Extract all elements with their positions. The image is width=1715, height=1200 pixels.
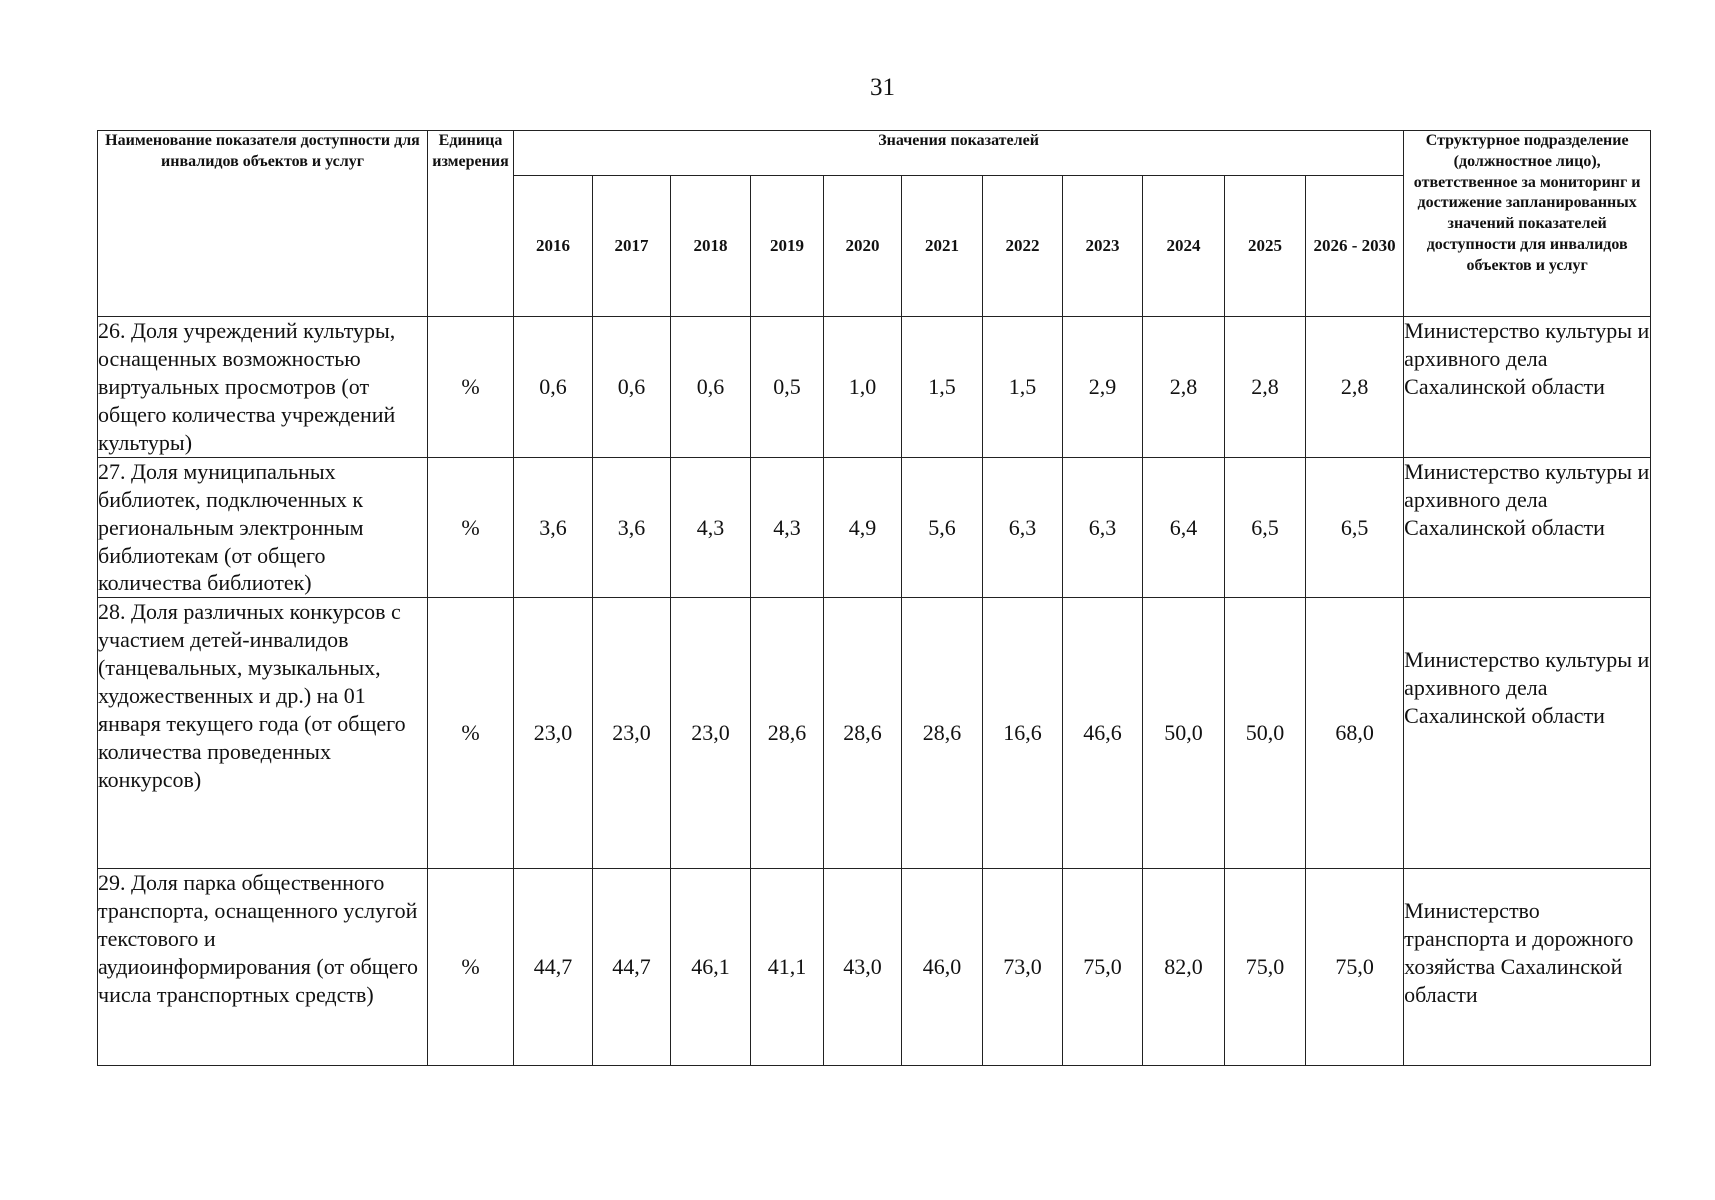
indicator-responsible: Министерство культуры и архивного дела Сахалинской области xyxy=(1404,598,1651,869)
indicator-value: 50,0 xyxy=(1143,598,1225,869)
indicator-value: 6,5 xyxy=(1225,457,1306,598)
header-year: 2016 xyxy=(514,176,593,317)
indicator-value: 41,1 xyxy=(751,869,824,1066)
indicator-value: 23,0 xyxy=(593,598,671,869)
indicator-value: 73,0 xyxy=(983,869,1063,1066)
indicator-value: 6,5 xyxy=(1306,457,1404,598)
indicator-value: 1,5 xyxy=(902,317,983,458)
indicator-value: 3,6 xyxy=(593,457,671,598)
indicator-value: 68,0 xyxy=(1306,598,1404,869)
header-indicator-name: Наименование показателя доступности для инвалидов объектов и услуг xyxy=(98,131,428,317)
header-year: 2022 xyxy=(983,176,1063,317)
header-year: 2024 xyxy=(1143,176,1225,317)
indicator-value: 6,4 xyxy=(1143,457,1225,598)
indicator-value: 4,3 xyxy=(751,457,824,598)
header-year: 2026 - 2030 xyxy=(1306,176,1404,317)
indicator-value: 6,3 xyxy=(983,457,1063,598)
indicator-responsible: Министерство культуры и архивного дела Сахалинской области xyxy=(1404,457,1651,598)
header-year: 2023 xyxy=(1063,176,1143,317)
table-row xyxy=(98,457,1651,598)
indicator-value: 82,0 xyxy=(1143,869,1225,1066)
indicator-value: 43,0 xyxy=(824,869,902,1066)
indicator-value: 2,8 xyxy=(1143,317,1225,458)
indicator-name: 29. Доля парка общественного транспорта, оснащенного услугой текстового и аудиоинформирования (от общего числа транспортных средств) xyxy=(98,869,428,1066)
table-row xyxy=(98,317,1651,458)
indicator-value: 4,9 xyxy=(824,457,902,598)
indicator-name: 28. Доля различных конкурсов с участием детей-инвалидов (танцевальных, музыкальных, художественных и др.) на 01 января текущего года (от общего количества проведенных конкурсов) xyxy=(98,598,428,869)
indicator-name: 26. Доля учреждений культуры, оснащенных возможностью виртуальных просмотров (от общего количества учреждений культуры) xyxy=(98,317,428,458)
indicator-value: 28,6 xyxy=(824,598,902,869)
header-year: 2019 xyxy=(751,176,824,317)
header-row xyxy=(98,131,1651,176)
header-year: 2018 xyxy=(671,176,751,317)
indicator-unit: % xyxy=(428,869,514,1066)
indicator-value: 44,7 xyxy=(514,869,593,1066)
indicator-value: 3,6 xyxy=(514,457,593,598)
indicator-value: 23,0 xyxy=(671,598,751,869)
indicator-unit: % xyxy=(428,317,514,458)
indicator-value: 50,0 xyxy=(1225,598,1306,869)
indicator-unit: % xyxy=(428,457,514,598)
indicators-table xyxy=(97,130,1651,1066)
indicator-value: 2,8 xyxy=(1306,317,1404,458)
header-values-group: Значения показателей xyxy=(514,131,1404,176)
indicator-value: 28,6 xyxy=(902,598,983,869)
indicator-value: 2,8 xyxy=(1225,317,1306,458)
header-responsible: Структурное подразделение (должностное лицо), ответственное за мониторинг и достижение запланированных значений показателей доступности для инвалидов объектов и услуг xyxy=(1404,131,1651,317)
indicator-value: 16,6 xyxy=(983,598,1063,869)
table-row xyxy=(98,869,1651,1066)
indicator-value: 5,6 xyxy=(902,457,983,598)
indicator-value: 2,9 xyxy=(1063,317,1143,458)
indicator-value: 75,0 xyxy=(1225,869,1306,1066)
indicator-value: 6,3 xyxy=(1063,457,1143,598)
table-row xyxy=(98,598,1651,869)
indicator-responsible: Министерство транспорта и дорожного хозяйства Сахалинской области xyxy=(1404,869,1651,1066)
indicator-value: 0,6 xyxy=(671,317,751,458)
header-year: 2025 xyxy=(1225,176,1306,317)
indicator-value: 1,0 xyxy=(824,317,902,458)
header-year: 2017 xyxy=(593,176,671,317)
header-year: 2021 xyxy=(902,176,983,317)
indicator-value: 46,0 xyxy=(902,869,983,1066)
indicator-value: 46,1 xyxy=(671,869,751,1066)
header-unit: Единица измерения xyxy=(428,131,514,317)
indicator-unit: % xyxy=(428,598,514,869)
indicator-value: 1,5 xyxy=(983,317,1063,458)
indicator-value: 75,0 xyxy=(1306,869,1404,1066)
indicator-value: 23,0 xyxy=(514,598,593,869)
indicator-value: 44,7 xyxy=(593,869,671,1066)
page-number: 31 xyxy=(870,74,895,101)
indicator-value: 28,6 xyxy=(751,598,824,869)
indicator-value: 46,6 xyxy=(1063,598,1143,869)
indicator-value: 75,0 xyxy=(1063,869,1143,1066)
indicator-value: 4,3 xyxy=(671,457,751,598)
indicator-value: 0,6 xyxy=(514,317,593,458)
indicator-name: 27. Доля муниципальных библиотек, подключенных к региональным электронным библиотекам (от общего количества библиотек) xyxy=(98,457,428,598)
indicator-responsible: Министерство культуры и архивного дела Сахалинской области xyxy=(1404,317,1651,458)
header-year: 2020 xyxy=(824,176,902,317)
indicator-value: 0,6 xyxy=(593,317,671,458)
indicator-value: 0,5 xyxy=(751,317,824,458)
